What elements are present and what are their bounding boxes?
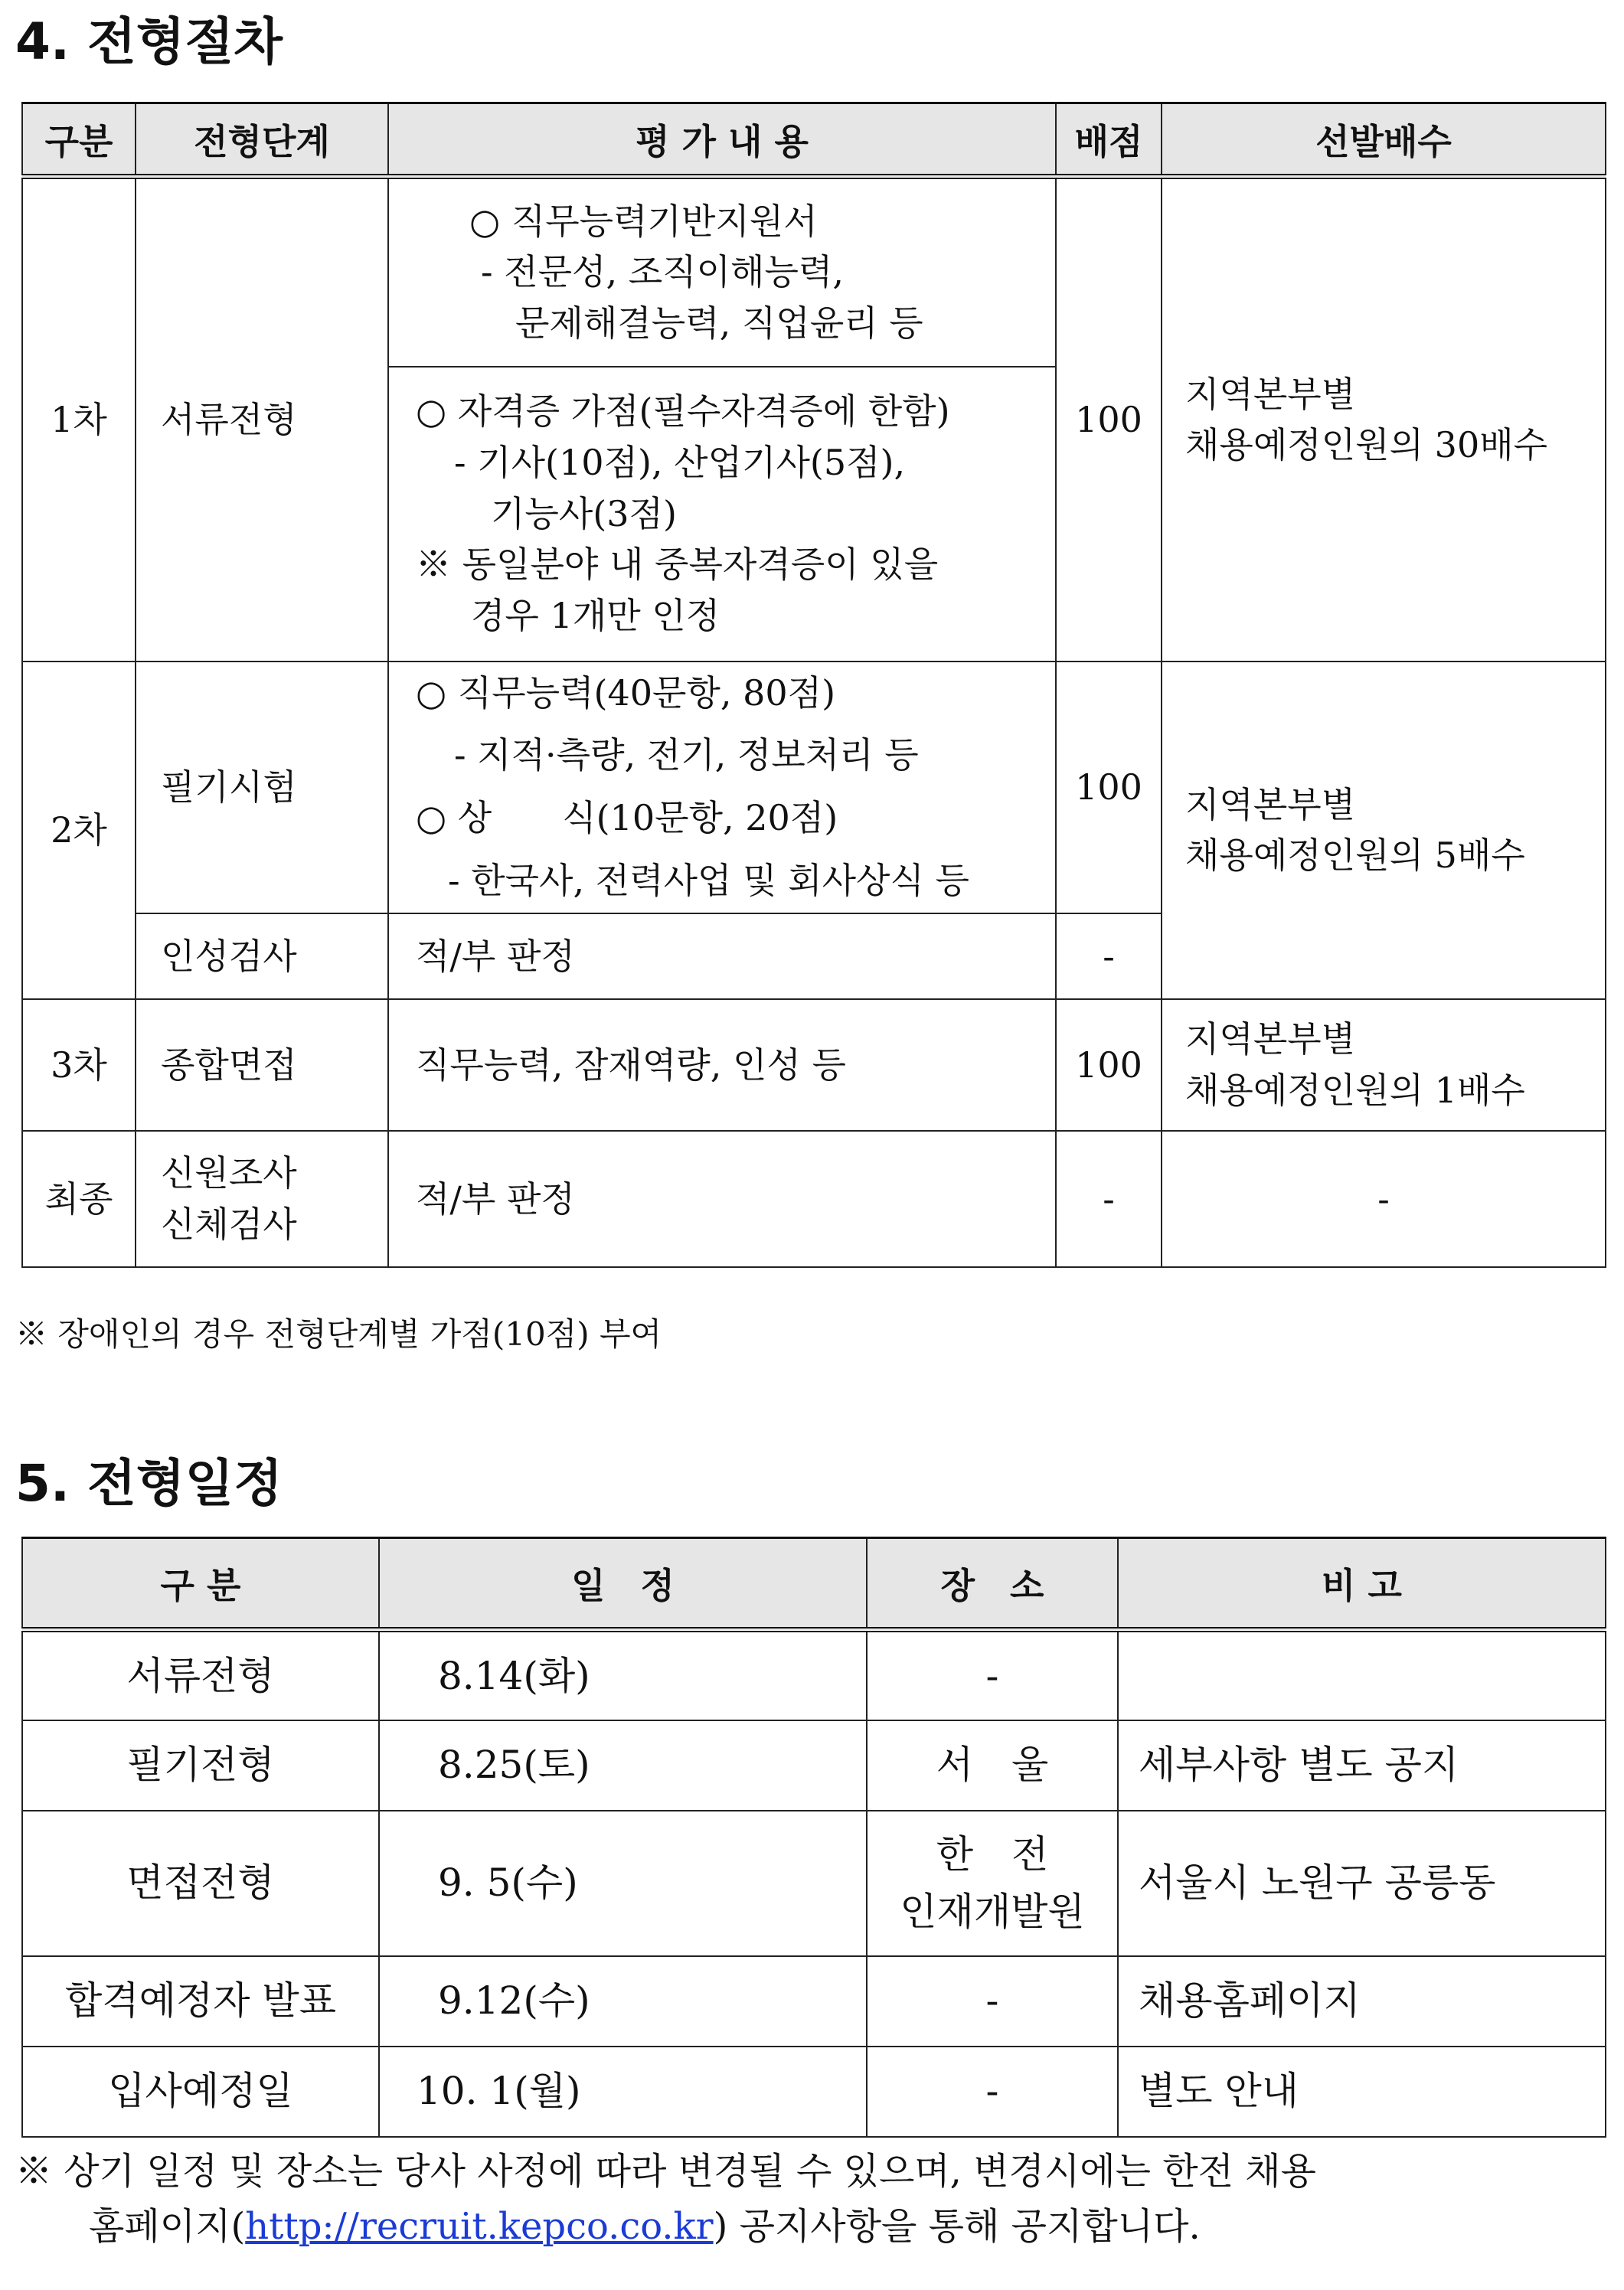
stage1-content-b bbox=[388, 367, 1056, 662]
schedule-date: 8.14(화) bbox=[379, 1630, 867, 1720]
round-3: 3차 bbox=[22, 999, 136, 1131]
col-header-step: 전형단계 bbox=[136, 103, 388, 177]
schedule-category: 입사예정일 bbox=[22, 2047, 379, 2137]
col-header-category: 구분 bbox=[22, 103, 136, 177]
table-row bbox=[22, 1811, 1606, 1956]
final-selection: - bbox=[1162, 1131, 1606, 1267]
note-text: 홈페이지( bbox=[89, 2205, 246, 2248]
section5-note bbox=[15, 2144, 1608, 2254]
place-line: 한 전 bbox=[936, 1831, 1049, 1877]
section4-note: ※ 장애인의 경우 전형단계별 가점(10점) 부여 bbox=[15, 1315, 662, 1353]
schedule-category: 서류전형 bbox=[22, 1630, 379, 1720]
schedule-category: 필기전형 bbox=[22, 1720, 379, 1811]
list-item: ○ 상 식(10문항, 20점) bbox=[416, 797, 838, 839]
schedule-category: 합격예정자 발표 bbox=[22, 1956, 379, 2047]
note-text: ) 공지사항을 통해 공지합니다. bbox=[713, 2205, 1201, 2248]
stage2-content-a bbox=[388, 662, 1056, 914]
selection-line: 지역본부별 bbox=[1185, 783, 1356, 825]
selection-line: 채용예정인원의 1배수 bbox=[1185, 1070, 1525, 1111]
list-item: ※ 동일분야 내 중복자격증이 있을 bbox=[416, 544, 939, 586]
list-item: 기능사(3점) bbox=[491, 492, 677, 534]
section5-title: 5. 전형일정 bbox=[15, 1454, 283, 1513]
table-row bbox=[22, 1956, 1606, 2047]
schedule-date: 8.25(토) bbox=[379, 1720, 867, 1811]
step-document-screening: 서류전형 bbox=[136, 177, 388, 662]
final-content: 적/부 판정 bbox=[388, 1131, 1056, 1267]
schedule-place: - bbox=[867, 1630, 1118, 1720]
stage3-selection bbox=[1162, 999, 1606, 1131]
schedule-place bbox=[867, 1811, 1118, 1956]
list-item: 경우 1개만 인정 bbox=[471, 595, 721, 637]
schedule-remark: 채용홈페이지 bbox=[1118, 1956, 1606, 2047]
step-written-test: 필기시험 bbox=[136, 662, 388, 914]
section5-note-line1: ※ 상기 일정 및 장소는 당사 사정에 따라 변경될 수 있으며, 변경시에는 한전 채용 bbox=[15, 2150, 1317, 2193]
step-personality-test: 인성검사 bbox=[136, 913, 388, 999]
col-header-remark: 비 고 bbox=[1118, 1538, 1606, 1630]
section4-title: 4. 전형절차 bbox=[15, 12, 283, 71]
schedule-date: 9.12(수) bbox=[379, 1956, 867, 2047]
schedule-place: - bbox=[867, 1956, 1118, 2047]
col-header-date: 일 정 bbox=[379, 1538, 867, 1630]
table-row bbox=[22, 1630, 1606, 1720]
list-item: - 전문성, 조직이해능력, bbox=[481, 251, 844, 293]
schedule-remark: 별도 안내 bbox=[1118, 2047, 1606, 2137]
stage2-selection bbox=[1162, 662, 1606, 1000]
selection-line: 지역본부별 bbox=[1185, 1018, 1356, 1060]
stage1-selection bbox=[1162, 177, 1606, 662]
table-row bbox=[22, 2047, 1606, 2137]
schedule-remark bbox=[1118, 1630, 1606, 1720]
col-header-score: 배점 bbox=[1056, 103, 1162, 177]
list-item: - 한국사, 전력사업 및 회사상식 등 bbox=[448, 860, 969, 902]
schedule-date: 10. 1(월) bbox=[379, 2047, 867, 2137]
step-final-checks bbox=[136, 1131, 388, 1267]
schedule-category: 면접전형 bbox=[22, 1811, 379, 1956]
selection-line: 지역본부별 bbox=[1185, 373, 1356, 415]
step-line: 신체검사 bbox=[161, 1204, 297, 1245]
recruit-homepage-link[interactable]: http://recruit.kepco.co.kr bbox=[245, 2205, 714, 2248]
schedule-remark: 세부사항 별도 공지 bbox=[1118, 1720, 1606, 1811]
stage1-score: 100 bbox=[1056, 177, 1162, 662]
selection-process-table bbox=[21, 102, 1606, 1268]
schedule-place: 서 울 bbox=[867, 1720, 1118, 1811]
col-header-selection: 선발배수 bbox=[1162, 103, 1606, 177]
place-line: 인재개발원 bbox=[900, 1889, 1085, 1934]
schedule-remark: 서울시 노원구 공릉동 bbox=[1118, 1811, 1606, 1956]
round-2: 2차 bbox=[22, 662, 136, 1000]
step-interview: 종합면접 bbox=[136, 999, 388, 1131]
list-item: - 기사(10점), 산업기사(5점), bbox=[454, 441, 906, 483]
round-1: 1차 bbox=[22, 177, 136, 662]
schedule-table bbox=[21, 1537, 1606, 2138]
list-item: - 지적·측량, 전기, 정보처리 등 bbox=[454, 734, 919, 776]
col-header-place: 장 소 bbox=[867, 1538, 1118, 1630]
stage1-content-a bbox=[388, 177, 1056, 367]
section5-note-line2 bbox=[15, 2199, 1608, 2254]
selection-line: 채용예정인원의 30배수 bbox=[1185, 424, 1548, 466]
list-item: ○ 직무능력(40문항, 80점) bbox=[416, 671, 836, 714]
stage3-score: 100 bbox=[1056, 999, 1162, 1131]
schedule-date: 9. 5(수) bbox=[379, 1811, 867, 1956]
list-item: 문제해결능력, 직업윤리 등 bbox=[515, 302, 923, 345]
schedule-place: - bbox=[867, 2047, 1118, 2137]
stage2-score-a: 100 bbox=[1056, 662, 1162, 914]
table-row bbox=[22, 1720, 1606, 1811]
list-item: ○ 자격증 가점(필수자격증에 한함) bbox=[416, 390, 950, 433]
step-line: 신원조사 bbox=[161, 1152, 297, 1194]
col-header-content: 평 가 내 용 bbox=[388, 103, 1056, 177]
selection-line: 채용예정인원의 5배수 bbox=[1185, 835, 1525, 877]
stage3-content: 직무능력, 잠재역량, 인성 등 bbox=[388, 999, 1056, 1131]
stage2-content-b: 적/부 판정 bbox=[388, 913, 1056, 999]
final-score: - bbox=[1056, 1131, 1162, 1267]
stage2-score-b: - bbox=[1056, 913, 1162, 999]
col-header-category: 구 분 bbox=[22, 1538, 379, 1630]
round-final: 최종 bbox=[22, 1131, 136, 1267]
list-item: ○ 직무능력기반지원서 bbox=[469, 200, 818, 242]
